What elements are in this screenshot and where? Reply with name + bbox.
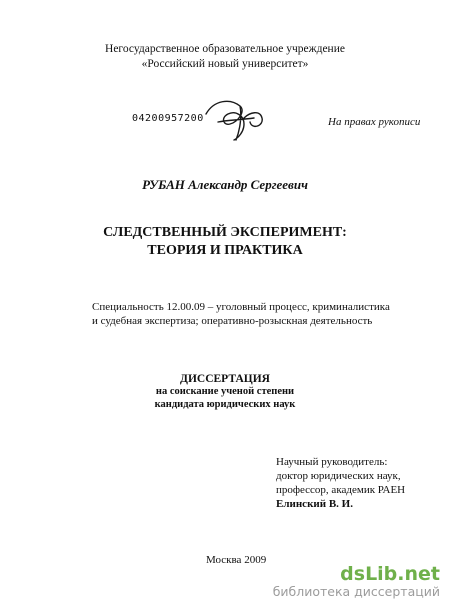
city-year: Москва 2009 <box>206 554 267 566</box>
watermark-logo: dsLib.net <box>340 563 440 585</box>
advisor-name: Елинский В. И. <box>276 498 353 510</box>
advisor-degree: доктор юридических наук, <box>276 470 401 482</box>
signature-icon <box>200 96 270 144</box>
degree-line-2: кандидата юридических наук <box>154 399 296 410</box>
scientific-advisor <box>276 455 405 511</box>
specialty-text <box>92 300 390 328</box>
degree-line-1: на соискание ученой степени <box>155 386 295 397</box>
dissertation-block <box>0 373 450 411</box>
document-code: 04200957200 <box>132 113 204 124</box>
organization-line-2: «Российский новый университет» <box>141 58 309 70</box>
watermark-subtitle: библиотека диссертаций <box>272 584 440 599</box>
advisor-rank: профессор, академик РАЕН <box>276 484 406 496</box>
specialty-line-1: Специальность 12.00.09 – уголовный процесс, криминалистика <box>92 301 390 313</box>
title-line-1: СЛЕДСТВЕННЫЙ ЭКСПЕРИМЕНТ: <box>103 225 347 240</box>
dissertation-heading: ДИССЕРТАЦИЯ <box>180 373 270 385</box>
title-line-2: ТЕОРИЯ И ПРАКТИКА <box>147 243 303 258</box>
advisor-label: Научный руководитель: <box>276 456 388 468</box>
author-name: РУБАН Александр Сергеевич <box>142 177 308 192</box>
rights-note: На правах рукописи <box>328 116 421 128</box>
dissertation-title <box>0 224 450 260</box>
organization-line-1: Негосударственное образовательное учреждение <box>105 43 345 55</box>
organization-name <box>0 42 450 72</box>
specialty-line-2: и судебная экспертиза; оперативно-розыскная деятельность <box>92 315 373 327</box>
watermark <box>273 564 440 599</box>
